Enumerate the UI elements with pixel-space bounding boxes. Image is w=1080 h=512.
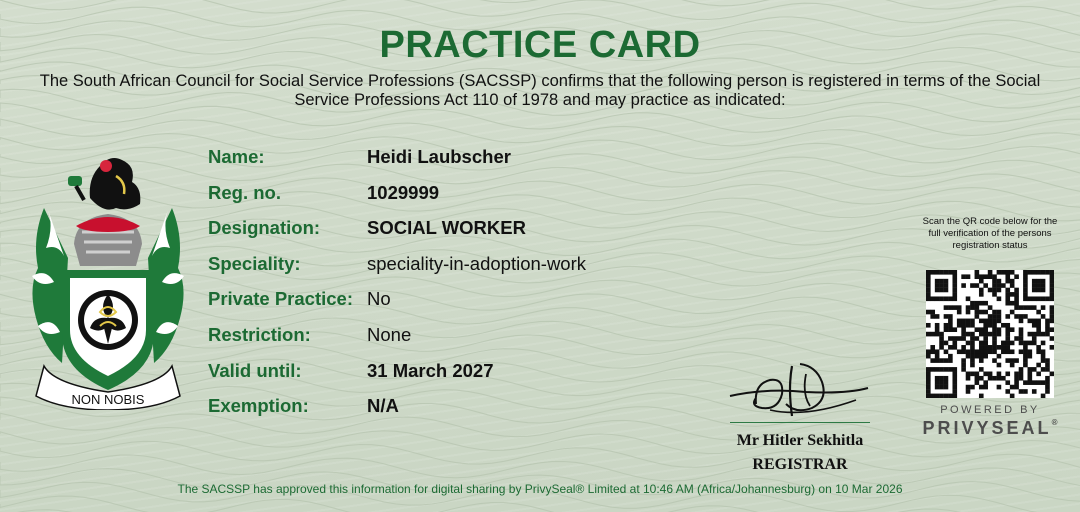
privyseal-logo <box>915 418 1065 439</box>
field-row-speciality <box>208 253 668 289</box>
field-value-name: Heidi Laubscher <box>367 146 511 167</box>
field-row-name <box>208 146 668 182</box>
signature-line <box>730 422 870 423</box>
field-label: Name: <box>208 146 265 167</box>
field-row-designation <box>208 217 668 253</box>
field-label: Exemption: <box>208 395 309 417</box>
field-label: Valid until: <box>208 359 302 381</box>
card-title: PRACTICE CARD <box>379 24 701 66</box>
field-value-reg-no: 1029999 <box>367 181 440 203</box>
field-row-restriction <box>208 324 668 360</box>
field-value-speciality: speciality-in-adoption-work <box>367 252 587 274</box>
privyseal-wordmark: PRIVYSEAL <box>922 418 1052 438</box>
field-label: Designation: <box>208 217 321 239</box>
registrar-signature <box>726 358 874 424</box>
registrar-name: Mr Hitler Sekhitla <box>736 432 864 449</box>
sharing-approval-footer: The SACSSP has approved this information for digital sharing by PrivySeal® Limited at 10:46 AM (Africa/Johannesburg) on 10 Mar 2026 <box>177 482 903 496</box>
field-row-private-practice <box>208 288 668 324</box>
field-label: Restriction: <box>208 323 311 345</box>
field-value-valid-until: 31 March 2027 <box>367 359 494 381</box>
field-value-private-practice: No <box>367 288 391 310</box>
qr-instructions: Scan the QR code below for the full verification of the persons registration status <box>922 216 1058 251</box>
field-label: Private Practice: <box>208 288 354 310</box>
field-row-exemption <box>208 395 668 431</box>
powered-by-label: POWERED BY <box>940 404 1040 416</box>
registration-details <box>208 146 668 431</box>
field-label: Speciality: <box>208 252 301 274</box>
field-value-designation: SOCIAL WORKER <box>367 217 526 239</box>
crest-motto: NON NOBIS <box>71 392 145 407</box>
coat-of-arms-icon <box>24 148 192 410</box>
field-row-reg-no <box>208 182 668 218</box>
registered-mark: ® <box>1051 418 1058 427</box>
field-row-valid-until <box>208 360 668 396</box>
verification-qr-code[interactable] <box>926 270 1054 398</box>
registrar-title: REGISTRAR <box>752 456 848 473</box>
intro-statement: The South African Council for Social Service Professions (SACSSP) confirms that the following person is registered in terms of the Social Service Professions Act 110 of 1978 and may practice as indicated: <box>39 72 1041 109</box>
field-value-exemption: N/A <box>367 395 399 417</box>
field-value-restriction: None <box>367 323 412 345</box>
field-label: Reg. no. <box>208 181 281 203</box>
